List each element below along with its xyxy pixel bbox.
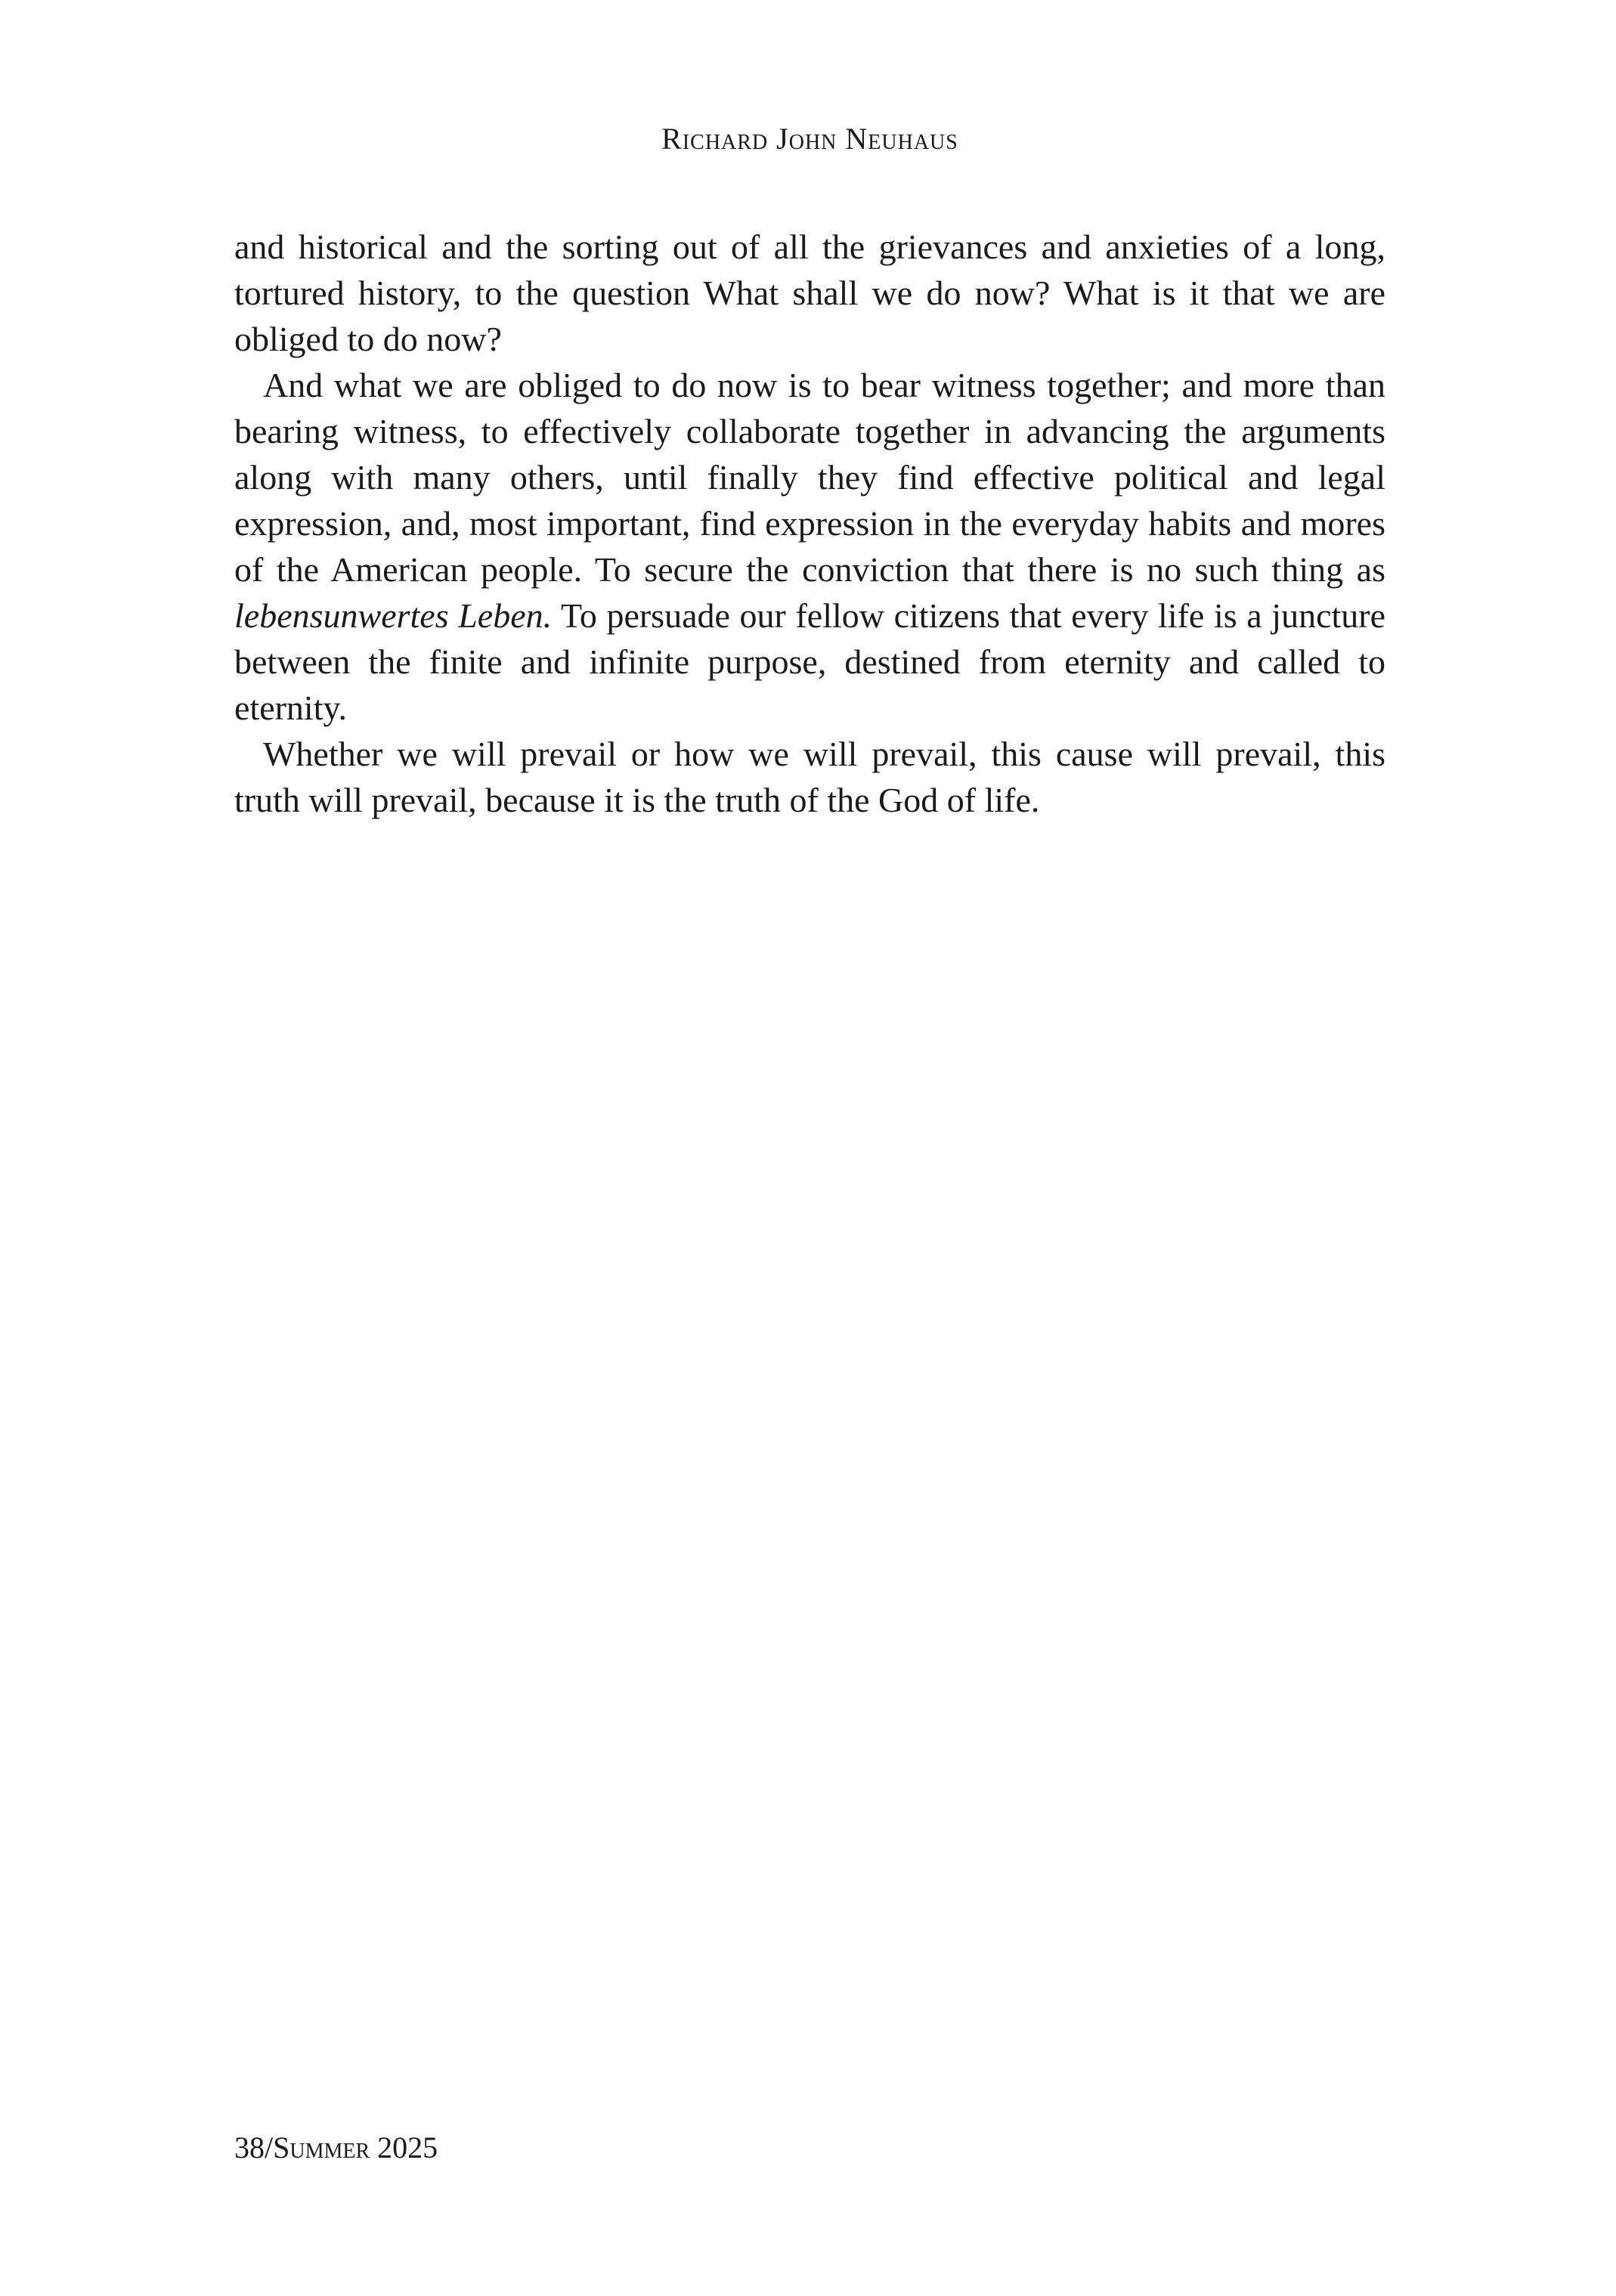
paragraph-2-text-a: And what we are obliged to do now is to bear witness together; and more than bearing witness, to effectively collaborate together in advancing the arguments along with many others, until finally they find effective political and legal expression, and, most important, find expression in the everyday habits and mores of the American people. To secure the conviction that there is no such thing as: [234, 366, 1385, 589]
italic-phrase: lebensunwertes Leben.: [234, 596, 553, 635]
body-text: [234, 224, 1385, 823]
issue-label: Summer 2025: [273, 2130, 438, 2164]
page-footer: [234, 2130, 438, 2166]
page-number: 38/: [234, 2130, 274, 2164]
running-head: Richard John Neuhaus: [661, 122, 958, 156]
paragraph-3: Whether we will prevail or how we will prevail, this cause will prevail, this truth will prevail, because it is the truth of the God of life.: [234, 735, 1385, 819]
paragraph-1: and historical and the sorting out of all the grievances and anxieties of a long, tortured history, to the question What shall we do now? What is it that we are obliged to do now?: [234, 227, 1385, 358]
paragraph-2-text-b: To persuade our fellow citizens that every life is a juncture between the finite and infinite purpose, destined from eternity and called to eternity.: [234, 596, 1386, 727]
paragraph-2: [234, 362, 1385, 731]
